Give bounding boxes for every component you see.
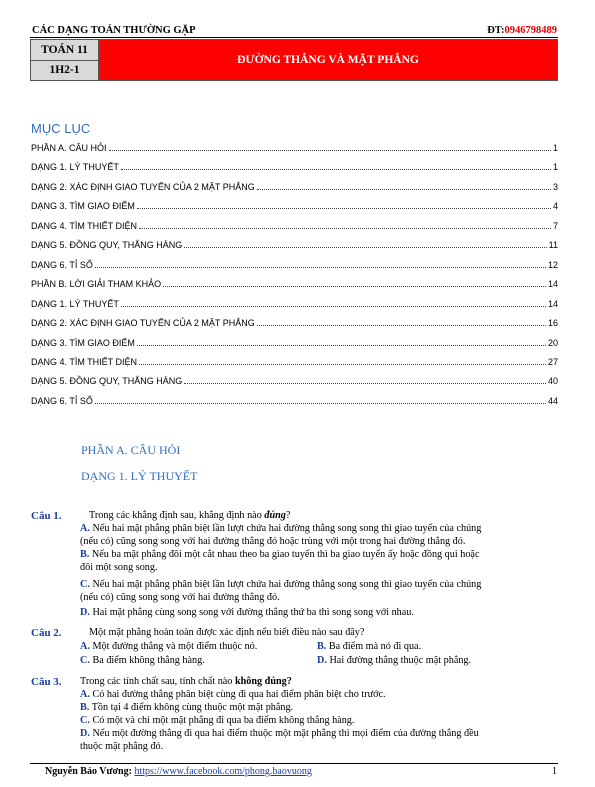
stem-text: Trong các tính chất sau, tính chất nào bbox=[80, 676, 235, 687]
code-cell bbox=[31, 40, 99, 80]
option-text: Nếu một đường thẳng đi qua hai điểm thuộc một mặt phẳng thì mọi điểm của đường thẳng đều bbox=[89, 728, 479, 739]
toc-entry-page: 12 bbox=[547, 259, 558, 270]
option-key: D. bbox=[80, 728, 90, 739]
stem-emphasis: đúng bbox=[264, 510, 286, 521]
stem-emphasis: không đúng? bbox=[234, 676, 292, 687]
toc-entry-page: 20 bbox=[547, 337, 558, 348]
toc-entry[interactable] bbox=[31, 316, 558, 328]
question-1-number: Câu 1. bbox=[31, 510, 62, 522]
toc-entry-label: DẠNG 2. XÁC ĐỊNH GIAO TUYẾN CỦA 2 MẶT PHẲNG bbox=[31, 318, 255, 329]
toc-leader-dots bbox=[95, 267, 546, 268]
option-key: C. bbox=[80, 655, 90, 666]
grade-code: TOÁN 11 bbox=[31, 40, 98, 61]
toc-entry-label: DẠNG 3. TÌM GIAO ĐIỂM bbox=[31, 337, 135, 348]
toc-leader-dots bbox=[137, 208, 551, 209]
question-3-option-b bbox=[80, 702, 293, 713]
question-1-stem bbox=[89, 510, 290, 521]
question-1-option-a-cont: (nếu có) cũng song song với hai đường thẳng đó hoặc trùng với một trong hai đường thẳng đó. bbox=[80, 536, 466, 547]
phone-number: 0946798489 bbox=[504, 25, 557, 36]
toc-entry-page: 1 bbox=[552, 143, 558, 153]
chapter-title: ĐƯỜNG THẲNG VÀ MẶT PHẲNG bbox=[99, 40, 557, 80]
toc-entry-label: DẠNG 5. ĐỒNG QUY, THẲNG HÀNG bbox=[31, 376, 183, 387]
toc-leader-dots bbox=[184, 383, 546, 384]
option-key: B. bbox=[80, 702, 90, 713]
option-key: A. bbox=[80, 523, 90, 534]
toc-entry[interactable] bbox=[31, 238, 558, 250]
stem-end: ? bbox=[285, 510, 291, 521]
phone-label: ĐT: bbox=[487, 25, 505, 36]
toc-heading: MỤC LỤC bbox=[31, 121, 91, 136]
toc-entry-label: PHẦN B. LỜI GIẢI THAM KHẢO bbox=[31, 279, 162, 290]
toc-entry-label: DẠNG 1. LÝ THUYẾT bbox=[31, 162, 119, 173]
facebook-link[interactable]: https://www.facebook.com/phong.baovuong bbox=[134, 766, 312, 777]
header-title-box bbox=[30, 39, 558, 81]
toc-entry-label: DẠNG 6. TỈ SỐ bbox=[31, 395, 93, 406]
toc-entry-label: DẠNG 3. TÌM GIAO ĐIỂM bbox=[31, 201, 135, 212]
option-text: Nếu hai mặt phẳng phân biệt lần lượt chứa hai đường thẳng song song thì giao tuyến của chúng bbox=[89, 579, 482, 590]
toc-leader-dots bbox=[139, 228, 551, 229]
footer-rule bbox=[30, 763, 558, 764]
toc-entry[interactable] bbox=[31, 297, 558, 309]
question-1-option-c bbox=[80, 579, 481, 590]
toc-entry[interactable] bbox=[31, 160, 558, 172]
option-text: Hai đường thẳng thuộc mặt phẳng. bbox=[326, 655, 472, 666]
toc-leader-dots bbox=[121, 306, 546, 307]
footer-author bbox=[45, 766, 312, 777]
toc-leader-dots bbox=[257, 189, 551, 190]
author-name: Nguyễn Bảo Vương: bbox=[45, 766, 135, 777]
question-1-option-a bbox=[80, 523, 481, 534]
question-3-option-a bbox=[80, 689, 386, 700]
toc-leader-dots bbox=[139, 364, 546, 365]
header-rule bbox=[30, 37, 558, 38]
toc-entry-page: 44 bbox=[547, 395, 558, 406]
toc-entry-page: 14 bbox=[547, 298, 558, 309]
toc-entry-page: 11 bbox=[548, 240, 558, 251]
option-text: Có hai đường thẳng phân biệt cùng đi qua hai điểm phân biệt cho trước. bbox=[89, 689, 386, 700]
toc-leader-dots bbox=[163, 286, 546, 287]
question-2-option-b bbox=[317, 641, 421, 652]
toc-entry-label: DẠNG 4. TÌM THIẾT DIỆN bbox=[31, 356, 138, 367]
toc-entry-page: 1 bbox=[552, 162, 558, 173]
option-key: B. bbox=[80, 549, 90, 560]
toc-entry-page: 16 bbox=[547, 318, 558, 329]
option-text: Hai mặt phẳng cùng song song với đường thẳng thứ ba thì song song với nhau. bbox=[89, 607, 414, 618]
toc-entry[interactable] bbox=[31, 374, 558, 386]
option-text: Tồn tại 4 điểm không cùng thuộc một mặt phẳng. bbox=[89, 702, 294, 713]
option-key: D. bbox=[317, 655, 327, 666]
toc-leader-dots bbox=[109, 150, 551, 151]
toc-entry-page: 27 bbox=[547, 356, 558, 367]
section-part-a[interactable]: PHẦN A. CÂU HỎI bbox=[81, 443, 181, 457]
option-key: B. bbox=[317, 641, 327, 652]
toc-leader-dots bbox=[184, 247, 546, 248]
toc-entry[interactable] bbox=[31, 258, 558, 270]
toc-entry-page: 40 bbox=[547, 376, 558, 387]
toc-entry-page: 14 bbox=[547, 279, 558, 290]
question-2-stem: Một mặt phẳng hoàn toàn được xác định nếu biết điều nào sau đây? bbox=[89, 627, 365, 638]
toc-leader-dots bbox=[95, 403, 546, 404]
page-number: 1 bbox=[552, 766, 557, 777]
question-1-option-c-cont: (nếu có) cũng song song với hai đường thẳng đó. bbox=[80, 592, 280, 603]
question-3-option-c bbox=[80, 715, 354, 726]
toc-entry-label: DẠNG 4. TÌM THIẾT DIỆN bbox=[31, 220, 138, 231]
toc-leader-dots bbox=[121, 169, 551, 170]
question-3-option-d bbox=[80, 728, 479, 739]
toc-entry[interactable] bbox=[31, 219, 558, 231]
toc-entry-page: 3 bbox=[552, 181, 558, 192]
toc-entry[interactable] bbox=[31, 141, 558, 153]
option-text: Có một và chỉ một mặt phẳng đi qua ba điểm không thẳng hàng. bbox=[89, 715, 355, 726]
toc-leader-dots bbox=[257, 325, 546, 326]
option-text: Nếu ba mặt phẳng đôi một cắt nhau theo ba giao tuyến thì ba giao tuyến ấy hoặc đồng qui hoặc bbox=[89, 549, 480, 560]
toc-leader-dots bbox=[137, 345, 546, 346]
header-doc-title: CÁC DẠNG TOÁN THƯỜNG GẶP bbox=[32, 25, 196, 36]
toc-entry-label: PHẦN A. CÂU HỎI bbox=[31, 143, 107, 153]
stem-text: Trong các khẳng định sau, khẳng định nào bbox=[89, 510, 265, 521]
question-3-option-d-cont: thuộc mặt phẳng đó. bbox=[80, 741, 164, 752]
option-text: Ba điểm không thẳng hàng. bbox=[89, 655, 205, 666]
toc-entry[interactable] bbox=[31, 199, 558, 211]
option-text: Ba điểm mà nó đi qua. bbox=[326, 641, 422, 652]
option-key: A. bbox=[80, 689, 90, 700]
toc-entry-label: DẠNG 1. LÝ THUYẾT bbox=[31, 298, 119, 309]
section-dang-1[interactable]: DẠNG 1. LÝ THUYẾT bbox=[81, 469, 198, 483]
toc-entry[interactable] bbox=[31, 277, 558, 289]
toc-entry-label: DẠNG 5. ĐỒNG QUY, THẲNG HÀNG bbox=[31, 240, 183, 251]
question-2-option-c bbox=[80, 655, 205, 666]
option-key: C. bbox=[80, 579, 90, 590]
option-text: Nếu hai mặt phẳng phân biệt lần lượt chứa hai đường thẳng song song thì giao tuyến của chúng bbox=[89, 523, 482, 534]
lesson-code: 1H2-1 bbox=[49, 64, 80, 76]
toc-entry[interactable] bbox=[31, 394, 558, 406]
toc-entry[interactable] bbox=[31, 336, 558, 348]
header-phone bbox=[487, 25, 557, 36]
option-key: D. bbox=[80, 607, 90, 618]
toc-entry-page: 4 bbox=[552, 201, 558, 212]
toc-entry[interactable] bbox=[31, 180, 558, 192]
question-1-option-b bbox=[80, 549, 479, 560]
question-2-option-d bbox=[317, 655, 471, 666]
option-key: A. bbox=[80, 641, 90, 652]
question-2-option-a bbox=[80, 641, 257, 652]
question-1-option-d bbox=[80, 607, 414, 618]
toc-entry-page: 7 bbox=[552, 220, 558, 231]
question-1-option-b-cont: đôi một song song. bbox=[80, 562, 158, 573]
question-2-number: Câu 2. bbox=[31, 627, 62, 639]
question-3-stem bbox=[80, 676, 292, 687]
option-text: Một đường thẳng và một điểm thuộc nó. bbox=[89, 641, 258, 652]
toc-entry-label: DẠNG 6. TỈ SỐ bbox=[31, 259, 93, 270]
option-key: C. bbox=[80, 715, 90, 726]
toc-entry-label: DẠNG 2. XÁC ĐỊNH GIAO TUYẾN CỦA 2 MẶT PHẲNG bbox=[31, 181, 255, 192]
question-3-number: Câu 3. bbox=[31, 676, 62, 688]
toc-entry[interactable] bbox=[31, 355, 558, 367]
